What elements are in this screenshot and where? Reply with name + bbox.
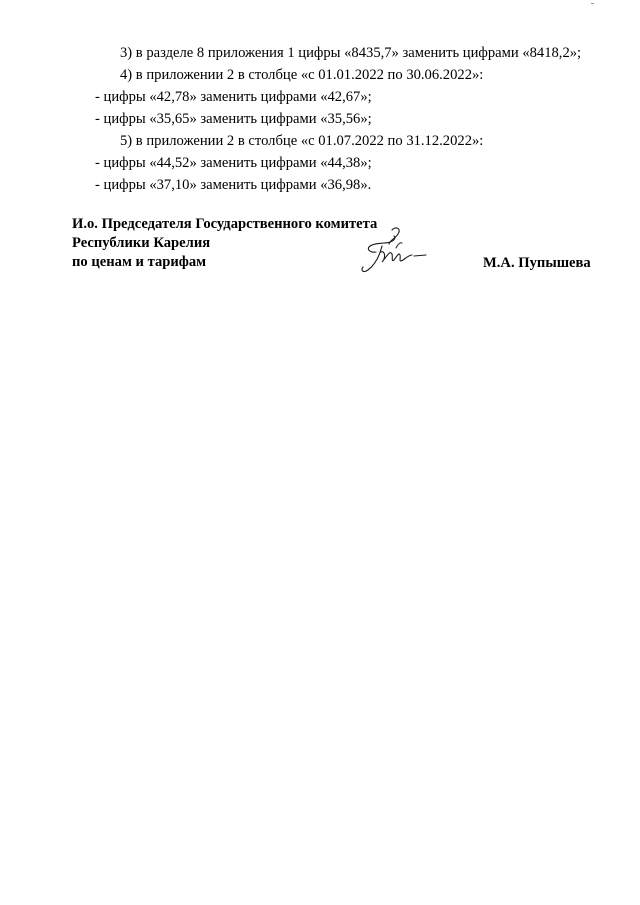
amendment-5-item-1: - цифры «44,52» заменить цифрами «44,38»; <box>95 155 372 171</box>
amendment-3-line2: «8418,2»; <box>522 45 582 61</box>
amendment-3 <box>96 42 600 64</box>
amendment-4-item-2: - цифры «35,65» заменить цифрами «35,56»; <box>95 111 372 127</box>
signatory-title-line-2: Республики Карелия <box>72 235 211 251</box>
signatory-title-line-1: И.о. Председателя Государственного комитета <box>72 216 378 232</box>
amendment-4-heading: 4) в приложении 2 в столбце «с 01.01.2022 по 30.06.2022»: <box>120 67 484 83</box>
amendments-text <box>96 42 600 196</box>
signatory-title-line-3: по ценам и тарифам <box>72 254 207 270</box>
signer-name: М.А. Пупышева <box>483 255 591 271</box>
amendment-3-line1: 3) в разделе 8 приложения 1 цифры «8435,7» заменить цифрами <box>120 45 519 61</box>
scan-artifact-mark <box>591 3 594 4</box>
amendment-5-heading: 5) в приложении 2 в столбце «с 01.07.2022 по 31.12.2022»: <box>120 133 484 149</box>
amendment-4-item-1: - цифры «42,78» заменить цифрами «42,67»; <box>95 89 372 105</box>
handwritten-signature-icon <box>352 222 432 278</box>
amendment-5-item-2: - цифры «37,10» заменить цифрами «36,98». <box>95 177 372 193</box>
